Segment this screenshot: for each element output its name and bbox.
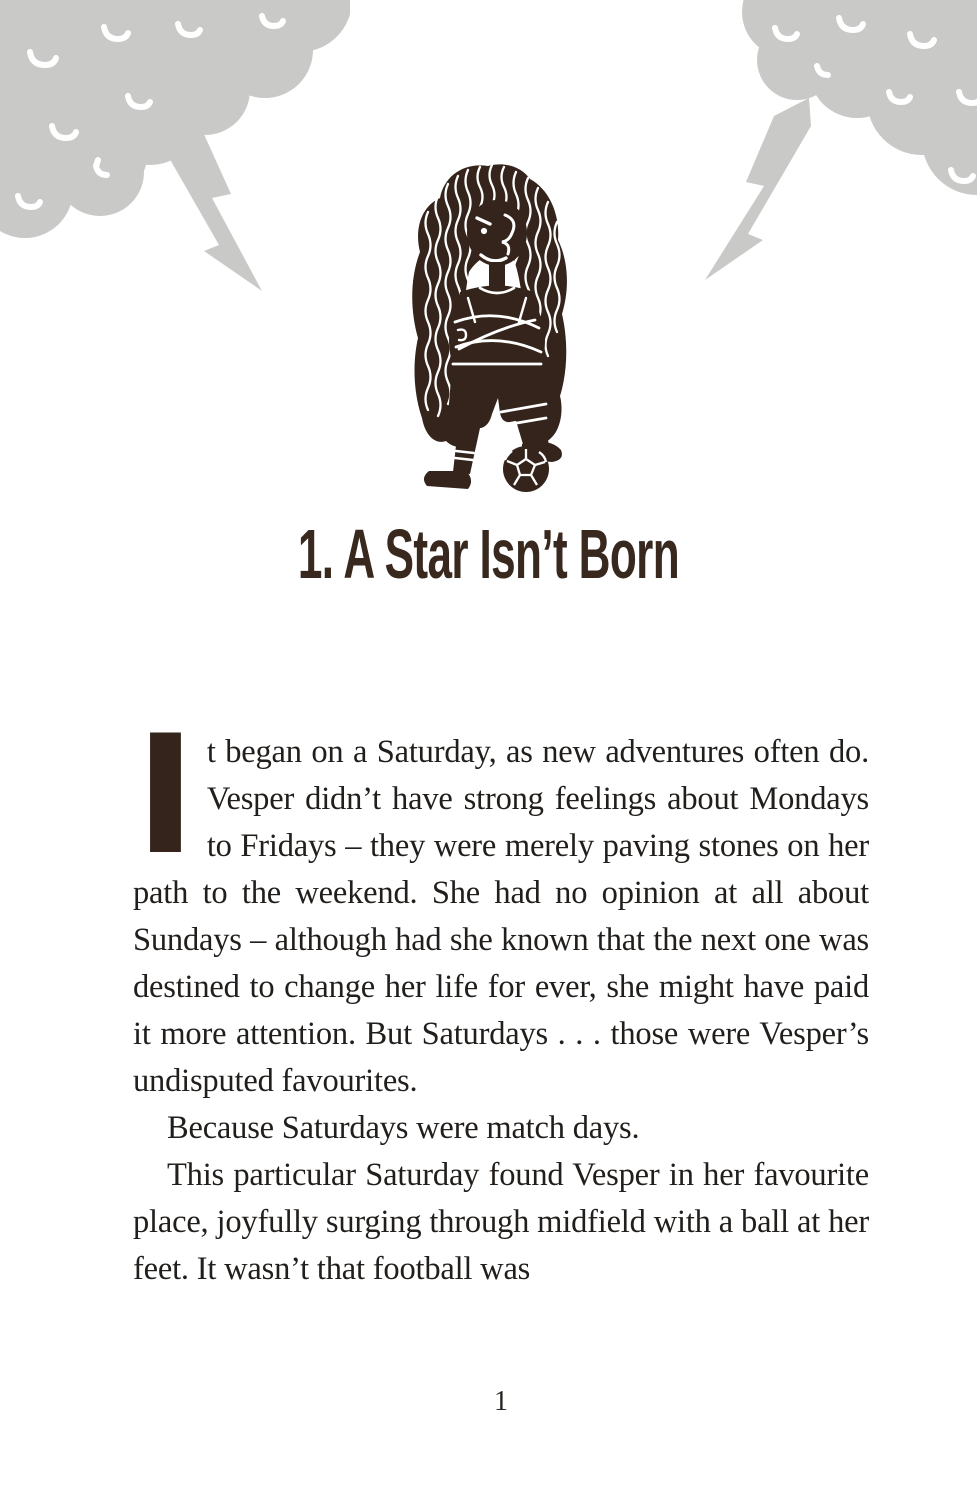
drop-cap: I <box>135 700 196 891</box>
lightning-bolt-icon <box>160 114 262 291</box>
face <box>467 200 527 266</box>
paragraph-1 <box>133 700 869 1105</box>
body-text <box>133 700 869 1293</box>
left-shoe <box>424 471 471 489</box>
paragraph-1-text: t began on a Saturday, as new adventures often do. Vesper didn’t have strong feelings about Mondays to Fridays – they were merely paving stones on her path to the weekend. She had no opinion at all about Sundays – although had she known that the next one was destined to change her life for ever, she might have paid it more attention. But Saturdays . . . those were Vesper’s undisputed favourites. <box>133 734 869 1099</box>
lightning-bolt-icon <box>705 98 811 280</box>
paragraph-2: Because Saturdays were match days. <box>167 1110 640 1146</box>
football-icon <box>503 446 549 492</box>
girl-footballer-illustration <box>402 160 574 500</box>
paragraph-3: This particular Saturday found Vesper in her favourite place, joyfully surging through midfield with a ball at her feet. It wasn’t that football was <box>133 1157 869 1287</box>
chapter-title-text: 1. A Star Isn’t Born <box>297 515 680 593</box>
neck <box>489 262 505 288</box>
storm-cloud-left-icon <box>0 0 350 310</box>
chapter-title <box>0 515 977 593</box>
page-number: 1 <box>494 1386 508 1417</box>
eye-left <box>481 228 487 234</box>
storm-cloud-right-icon <box>667 0 977 310</box>
torso <box>449 286 545 367</box>
